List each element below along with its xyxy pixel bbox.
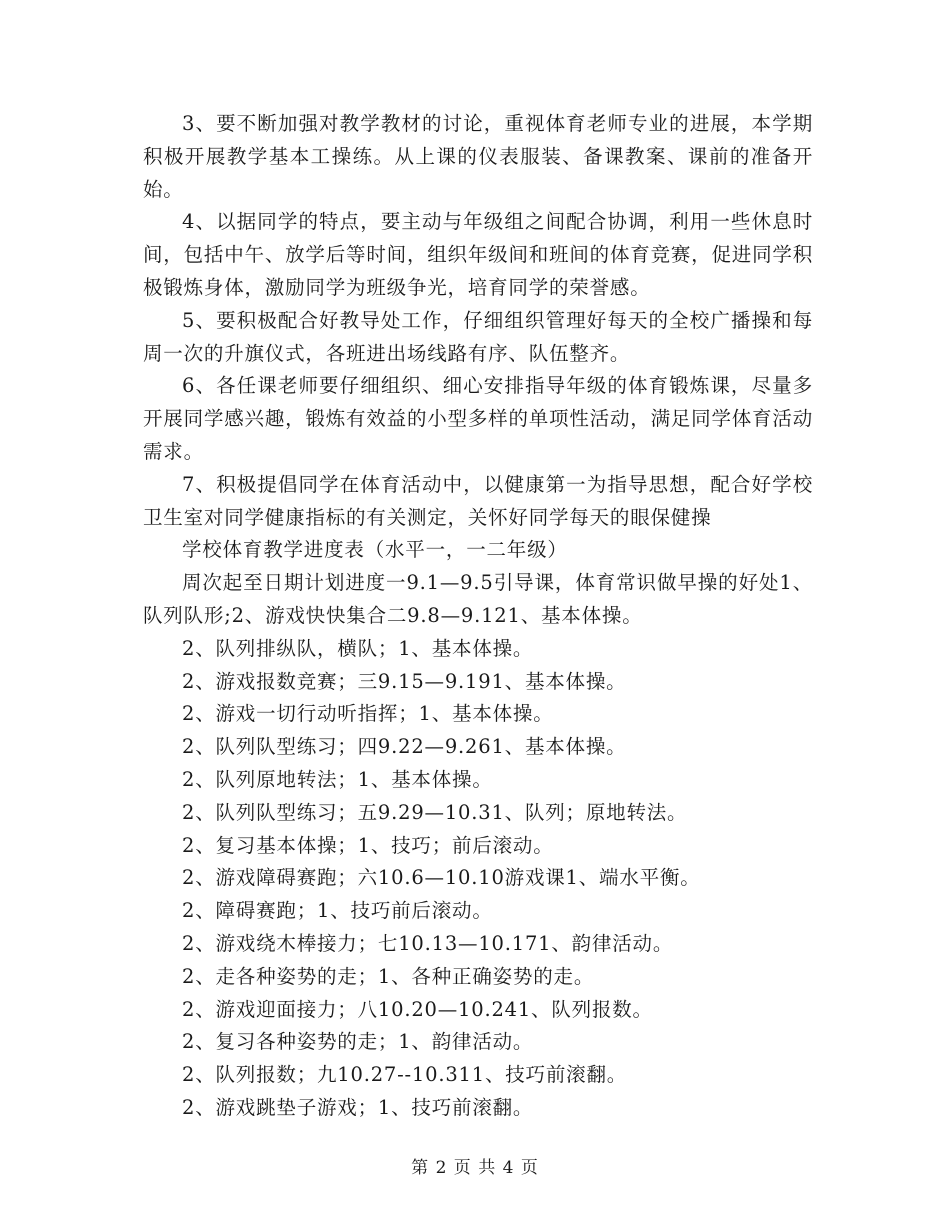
schedule-intro: 周次起至日期计划进度一9.1—9.5引导课，体育常识做早操的好处1、队列队形;2、游戏快快集合二9.8—9.121、基本体操。 [143,571,813,627]
paragraph-item-6: 6、各任课老师要仔细组织、细心安排指导年级的体育锻炼课，尽量多开展同学感兴趣，锻炼有效益的小型多样的单项性活动，满足同学体育活动需求。 [143,374,813,463]
schedule-line: 2、队列排纵队，横队；1、基本体操。 [182,636,534,660]
schedule-line: 2、走各种姿势的走；1、各种正确姿势的走。 [182,964,595,988]
schedule-line: 2、障碍赛跑；1、技巧前后滚动。 [182,899,493,923]
page-footer [0,1153,950,1178]
schedule-line: 2、队列原地转法；1、基本体操。 [182,767,493,791]
paragraph-item-3: 3、要不断加强对教学教材的讨论，重视体育老师专业的进展，本学期积极开展教学基本工操练。从上课的仪表服装、备课教案、课前的准备开始。 [143,112,813,201]
schedule-line: 2、队列队型练习；四9.22—9.261、基本体操。 [182,735,627,759]
schedule-line: 2、游戏障碍赛跑；六10.6—10.10游戏课1、端水平衡。 [182,866,701,890]
paragraph-item-4: 4、以据同学的特点，要主动与年级组之间配合协调，利用一些休息时间，包括中午、放学后等时间，组织年级间和班间的体育竞赛，促进同学积极锻炼身体，激励同学为班级争光，培育同学的荣誉感。 [143,210,813,299]
schedule-line: 2、游戏绕木棒接力；七10.13—10.171、韵律活动。 [182,931,674,955]
schedule-line: 2、复习各种姿势的走；1、韵律活动。 [182,1030,534,1054]
paragraph-item-7: 7、积极提倡同学在体育活动中，以健康第一为指导思想，配合好学校卫生室对同学健康指标的有关测定，关怀好同学每天的眼保健操 [143,472,813,529]
schedule-line: 2、游戏迎面接力；八10.20—10.241、队列报数。 [182,997,653,1021]
schedule-line: 2、游戏跳垫子游戏；1、技巧前滚翻。 [182,1095,534,1119]
document-body [143,108,813,1125]
schedule-line: 2、队列队型练习；五9.29—10.31、队列；原地转法。 [182,800,688,824]
schedule-line: 2、队列报数；九10.27--10.311、技巧前滚翻。 [182,1063,628,1087]
paragraph-item-5: 5、要积极配合好教导处工作，仔细组织管理好每天的全校广播操和每周一次的升旗仪式，各班进出场线路有序、队伍整齐。 [143,308,813,365]
schedule-line: 2、游戏一切行动听指挥；1、基本体操。 [182,702,554,726]
schedule-title: 学校体育教学进度表（水平一，一二年级） [182,538,568,562]
schedule-line: 2、游戏报数竞赛；三9.15—9.191、基本体操。 [182,669,627,693]
schedule-line: 2、复习基本体操；1、技巧；前后滚动。 [182,833,554,857]
page-number: 第 2 页 共 4 页 [411,1158,539,1178]
